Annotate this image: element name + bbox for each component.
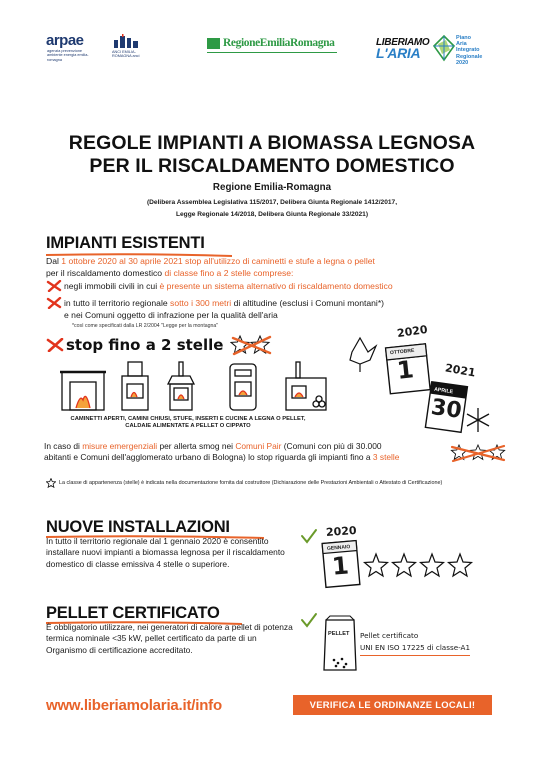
pellet-certificato-title: PELLET CERTIFICATO [46, 604, 220, 622]
piano-aria-text [456, 35, 482, 66]
boiler-icon [286, 362, 326, 410]
delibera-line: Legge Regionale 14/2018, Delibera Giunta Regionale 33/2021) [175, 211, 369, 218]
cross-icon [46, 280, 62, 292]
emergency-pair: Comuni Pair [235, 441, 282, 451]
emergency-notice [44, 441, 484, 464]
pellet-bag-label: PELLET [328, 631, 350, 637]
regione-flag-icon [207, 38, 220, 49]
impianti-esistenti-title: IMPIANTI ESISTENTI [46, 234, 205, 252]
two-stars-crossed-icon [230, 334, 274, 356]
calendar-illustration [346, 320, 496, 440]
impianti-intro [46, 256, 506, 279]
snowflake-icon [467, 408, 489, 432]
stove-icon [168, 362, 194, 410]
calendar-1-day: 1 [395, 355, 416, 385]
intro-part: per il riscaldamento domestico [46, 267, 165, 278]
regione-underline [207, 52, 337, 53]
appliances-caption [48, 416, 328, 431]
plan-line: Integrato [456, 47, 480, 54]
item1-highlight: è presente un sistema alternativo di riscaldamento domestico [159, 281, 393, 291]
intro-class: di classe fino a 2 stelle comprese: [164, 267, 294, 278]
four-stars-icon [365, 554, 472, 576]
nuove-month: GENNAIO [326, 543, 351, 553]
plan-line: Aria [456, 41, 467, 48]
three-stars-crossed-icon [450, 442, 506, 464]
arpae-logo: arpae [46, 32, 84, 49]
calendar-1-month: OTTOBRE [389, 347, 415, 357]
emergency-part: (Comuni con più di 30.000 [281, 441, 382, 451]
item2-part: di altitudine (esclusi i Comuni montani*) [231, 298, 385, 308]
leaf-icon [350, 338, 376, 372]
calendar-2-day: 30 [429, 394, 464, 425]
info-url-link[interactable]: www.liberiamolaria.it/info [46, 697, 222, 714]
emergency-part: per allerta smog nei [157, 441, 236, 451]
caption-line: CAMINETTI APERTI, CAMINI CHIUSI, STUFE, INSERTI E CUCINE A LEGNA O PELLET, [70, 416, 306, 422]
anci-logo-icon [112, 34, 140, 48]
caption-line: CALDAIE ALIMENTATE A PELLET O CIPPATO [125, 423, 251, 430]
impianti-item-2 [64, 298, 444, 321]
stop-fino-2-stelle: stop fino a 2 stelle [66, 336, 224, 354]
star-icon [46, 478, 56, 488]
verifica-ordinanze-button[interactable]: VERIFICA LE ORDINANZE LOCALI! [293, 695, 492, 715]
pellet-note-line-2: UNI EN ISO 17225 di classe-A1 [360, 642, 470, 656]
check-icon [302, 530, 316, 542]
item1-part: negli immobili civili in cui [64, 281, 160, 291]
nuove-installazioni-body: In tutto il territorio regionale dal 1 gennaio 2020 è consentito installare nuovi impianti a biomassa legnosa per il riscaldamento domestico di classe emissiva 4 stelle o superiore. [46, 536, 285, 569]
emergency-part: abitanti e Comuni dell'agglomerato urbano di Bologna) lo stop riguarda gli impianti fino a [44, 452, 373, 463]
calendar-2-year: 2021 [444, 361, 477, 380]
calendar-2-month: APRILE [433, 386, 454, 396]
nuove-installazioni-title: NUOVE INSTALLAZIONI [46, 518, 230, 536]
emergency-stars: 3 stelle [372, 452, 400, 463]
emergency-part: In caso di [44, 441, 83, 451]
pellet-certificato-body: È obbligatorio utilizzare, nei generatori di calore a pellet di potenza termica nominale <35 kW, pellet certificato da parte di un Organismo di certificazione accreditato. [46, 622, 293, 655]
region-name: Regione Emilia-Romagna [212, 182, 332, 193]
closed-fireplace-icon [122, 362, 148, 410]
plan-line: Piano [456, 35, 471, 41]
fireplace-icon [60, 372, 106, 410]
pellet-stove-icon [230, 364, 256, 410]
arpae-subtitle: agenzia prevenzione ambiente energia emilia-romagna [47, 49, 89, 62]
intro-dates: 1 ottobre 2020 al 30 aprile 2021 stop all'utilizzo di caminetti e stufe a legna o pellet [61, 256, 375, 266]
liberiamo-top: LIBERIAMO [376, 37, 430, 48]
liberiamo-aria-logo [376, 37, 429, 59]
cross-icon [46, 297, 62, 309]
pellet-bag-illustration [300, 612, 360, 674]
piano-aria-kite-icon [430, 34, 458, 64]
nuove-year: 2020 [325, 523, 358, 540]
delibera-references [110, 197, 434, 221]
liberiamo-bottom: L'ARIA [376, 45, 421, 61]
plan-line: 2020 [456, 59, 469, 66]
plan-line: Regionale [456, 53, 483, 60]
emergency-highlight: misure emergenziali [82, 441, 158, 451]
title-line-1: REGOLE IMPIANTI A BIOMASSA LEGNOSA [68, 132, 476, 154]
impianti-item-1 [64, 281, 494, 293]
title-line-2: PER IL RISCALDAMENTO DOMESTICO [89, 155, 455, 177]
montagna-note: *così come specificati dalla LR 2/2004 "Legge per la montagna" [72, 323, 219, 329]
anci-subtitle: ANCI EMILIA-ROMAGNA anci [112, 50, 140, 59]
regione-logo: RegioneEmiliaRomagna [223, 37, 335, 49]
item2-highlight: sotto i 300 metri [170, 298, 232, 308]
intro-part: Dal [46, 256, 62, 266]
delibera-line: (Delibera Assemblea Legislativa 115/2017, Delibera Giunta Regionale 1412/2017, [146, 199, 398, 206]
calendar-1-year: 2020 [396, 322, 429, 341]
heating-appliances-illustration [60, 360, 330, 414]
check-icon [302, 614, 316, 626]
pellet-note-line-1: Pellet certificato [360, 631, 419, 640]
page-title [0, 132, 544, 178]
stars-footnote: La classe di appartenenza (stelle) è indicata nella documentazione fornita dal costruttore (Dichiarazione delle Prestazioni Ambientali o Attestato di Certificazione) [59, 480, 443, 486]
pellet-cert-note [360, 630, 470, 656]
nuove-day: 1 [330, 551, 350, 581]
cross-icon [46, 338, 64, 352]
item2-part: e nei Comuni oggetto di infrazione per la qualità dell'aria [64, 309, 278, 320]
item2-part: in tutto il territorio regionale [64, 298, 171, 308]
